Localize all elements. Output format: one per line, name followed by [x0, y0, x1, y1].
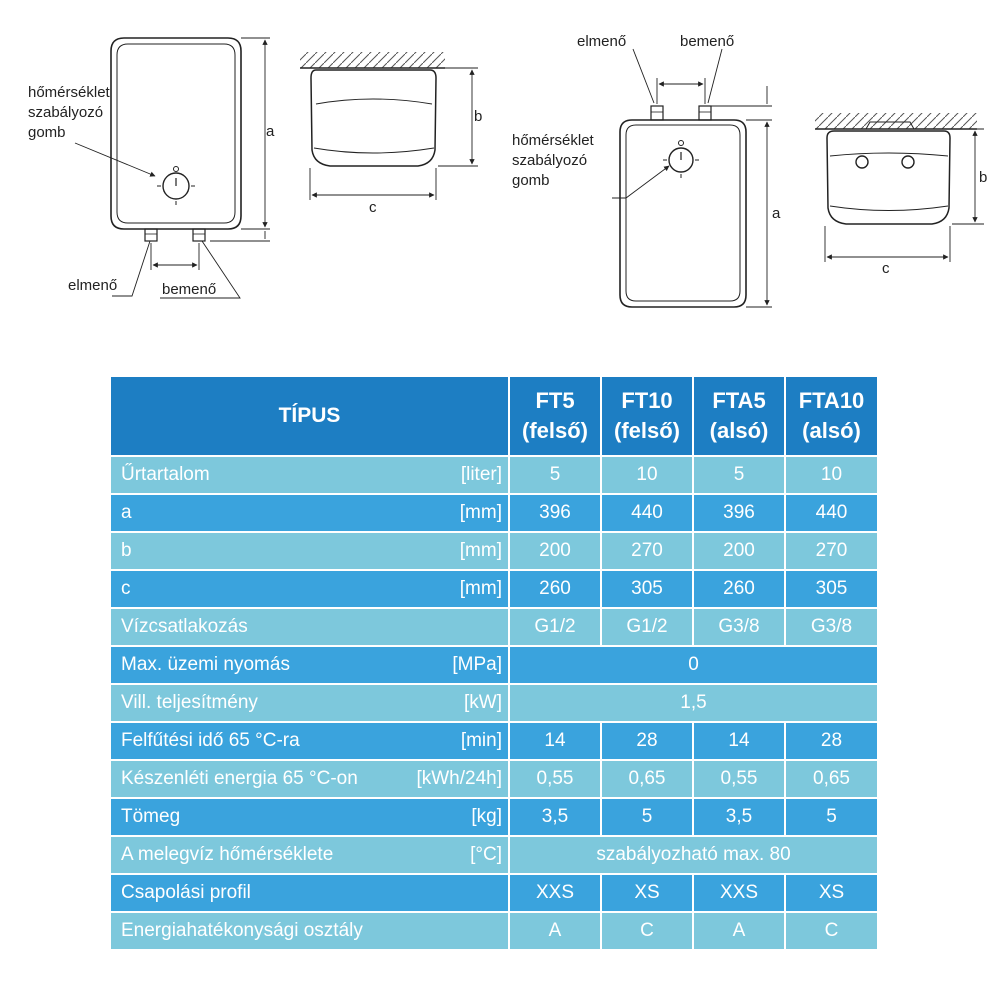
right-heater-side-view: [815, 113, 977, 224]
row-unit: [MPa]: [391, 646, 509, 684]
table-cell: 440: [601, 494, 693, 532]
row-unit: [mm]: [391, 532, 509, 570]
right-inlet-label: bemenő: [680, 33, 735, 50]
left-heater-side-view: [300, 52, 445, 166]
table-cell: 440: [785, 494, 877, 532]
table-row-energy-class: [111, 912, 877, 950]
table-cell: 270: [601, 532, 693, 570]
row-label: Energiahatékonysági osztály: [111, 912, 391, 950]
row-unit: [kW]: [391, 684, 509, 722]
row-unit: [°C]: [391, 836, 509, 874]
table-cell: C: [785, 912, 877, 950]
left-knob-label-line2: szabályozó: [28, 104, 104, 121]
table-row-dim-b: [111, 532, 877, 570]
table-cell-merged: szabályozható max. 80: [509, 836, 877, 874]
model-position: (alsó): [802, 418, 861, 443]
row-unit: [391, 608, 509, 646]
row-label: c: [111, 570, 391, 608]
table-cell: XXS: [509, 874, 601, 912]
left-knob-label-line3: gomb: [28, 124, 66, 141]
product-diagram: [0, 0, 1000, 340]
left-inlet-label: bemenő: [162, 281, 217, 298]
table-cell: 0,55: [509, 760, 601, 798]
right-dim-c-label: c: [882, 260, 890, 277]
table-cell: G3/8: [785, 608, 877, 646]
type-header: TÍPUS: [111, 377, 509, 456]
table-cell: 10: [785, 456, 877, 494]
row-label: Csapolási profil: [111, 874, 391, 912]
table-row-tapping-profile: [111, 874, 877, 912]
row-label: Tömeg: [111, 798, 391, 836]
table-cell-merged: 0: [509, 646, 877, 684]
row-label: Max. üzemi nyomás: [111, 646, 391, 684]
model-name: FTA10: [798, 388, 865, 413]
table-row-capacity: [111, 456, 877, 494]
table-cell: XS: [785, 874, 877, 912]
row-unit: [min]: [391, 722, 509, 760]
table-cell: 5: [785, 798, 877, 836]
table-row-standby-energy: [111, 760, 877, 798]
table-cell: 396: [693, 494, 785, 532]
right-dim-b-label: b: [979, 169, 988, 186]
row-unit: [391, 874, 509, 912]
left-dim-b-label: b: [474, 108, 483, 125]
table-cell: 5: [601, 798, 693, 836]
table-cell: 3,5: [509, 798, 601, 836]
table-row-water-connection: [111, 608, 877, 646]
right-knob-label-line3: gomb: [512, 172, 550, 189]
row-label: a: [111, 494, 391, 532]
left-side-dimension-lines: [310, 68, 478, 200]
table-cell: 5: [693, 456, 785, 494]
table-row-dim-c: [111, 570, 877, 608]
model-position: (felső): [614, 418, 680, 443]
table-row-heating-time: [111, 722, 877, 760]
row-label: b: [111, 532, 391, 570]
row-unit: [liter]: [391, 456, 509, 494]
table-cell: 305: [601, 570, 693, 608]
table-cell: 305: [785, 570, 877, 608]
table-cell: 0,55: [693, 760, 785, 798]
table-cell: G1/2: [601, 608, 693, 646]
model-header-2: [601, 377, 693, 456]
row-label: Készenléti energia 65 °C-on: [111, 760, 391, 798]
table-cell: 200: [693, 532, 785, 570]
right-outlet-label: elmenő: [577, 33, 627, 50]
table-row-power: [111, 684, 877, 722]
table-cell: 14: [693, 722, 785, 760]
table-cell: 0,65: [785, 760, 877, 798]
model-name: FTA5: [712, 388, 766, 413]
table-cell: 28: [785, 722, 877, 760]
table-cell: 10: [601, 456, 693, 494]
left-outlet-label: elmenő: [68, 277, 118, 294]
model-position: (felső): [522, 418, 588, 443]
right-knob-label-line2: szabályozó: [512, 152, 588, 169]
row-unit: [mm]: [391, 494, 509, 532]
left-knob-label-line1: hőmérséklet: [28, 84, 110, 101]
table-cell: 396: [509, 494, 601, 532]
table-cell: C: [601, 912, 693, 950]
model-name: FT10: [621, 388, 673, 413]
table-cell: XS: [601, 874, 693, 912]
right-dim-a-label: a: [772, 205, 781, 222]
table-cell: G3/8: [693, 608, 785, 646]
row-label: Felfűtési idő 65 °C-ra: [111, 722, 391, 760]
table-cell: 14: [509, 722, 601, 760]
table-cell: 5: [509, 456, 601, 494]
table-cell: 28: [601, 722, 693, 760]
table-cell: 3,5: [693, 798, 785, 836]
model-name: FT5: [535, 388, 575, 413]
right-heater-front-view: [620, 106, 746, 307]
table-cell: G1/2: [509, 608, 601, 646]
table-cell: A: [693, 912, 785, 950]
model-header-3: [693, 377, 785, 456]
left-dim-a-label: a: [266, 123, 275, 140]
table-cell: 260: [509, 570, 601, 608]
table-row-weight: [111, 798, 877, 836]
row-unit: [391, 912, 509, 950]
row-unit: [mm]: [391, 570, 509, 608]
table-cell: 200: [509, 532, 601, 570]
table-cell: A: [509, 912, 601, 950]
table-cell: 0,65: [601, 760, 693, 798]
table-row-max-pressure: [111, 646, 877, 684]
right-knob-label-line1: hőmérséklet: [512, 132, 594, 149]
table-cell: XXS: [693, 874, 785, 912]
model-header-1: [509, 377, 601, 456]
right-side-dimension-lines: [825, 129, 984, 262]
model-position: (alsó): [709, 418, 769, 443]
right-dimension-lines: [612, 49, 772, 307]
row-label: Vízcsatlakozás: [111, 608, 391, 646]
left-heater-front-view: [111, 38, 241, 241]
table-cell-merged: 1,5: [509, 684, 877, 722]
model-header-4: [785, 377, 877, 456]
left-dim-c-label: c: [369, 199, 377, 216]
row-unit: [kg]: [391, 798, 509, 836]
row-unit: [kWh/24h]: [391, 760, 509, 798]
table-row-water-temperature: [111, 836, 877, 874]
row-label: A melegvíz hőmérséklete: [111, 836, 391, 874]
spec-table: [111, 377, 877, 951]
table-cell: 260: [693, 570, 785, 608]
row-label: Űrtartalom: [111, 456, 391, 494]
table-cell: 270: [785, 532, 877, 570]
table-row-dim-a: [111, 494, 877, 532]
table-header-row: [111, 377, 877, 456]
row-label: Vill. teljesítmény: [111, 684, 391, 722]
